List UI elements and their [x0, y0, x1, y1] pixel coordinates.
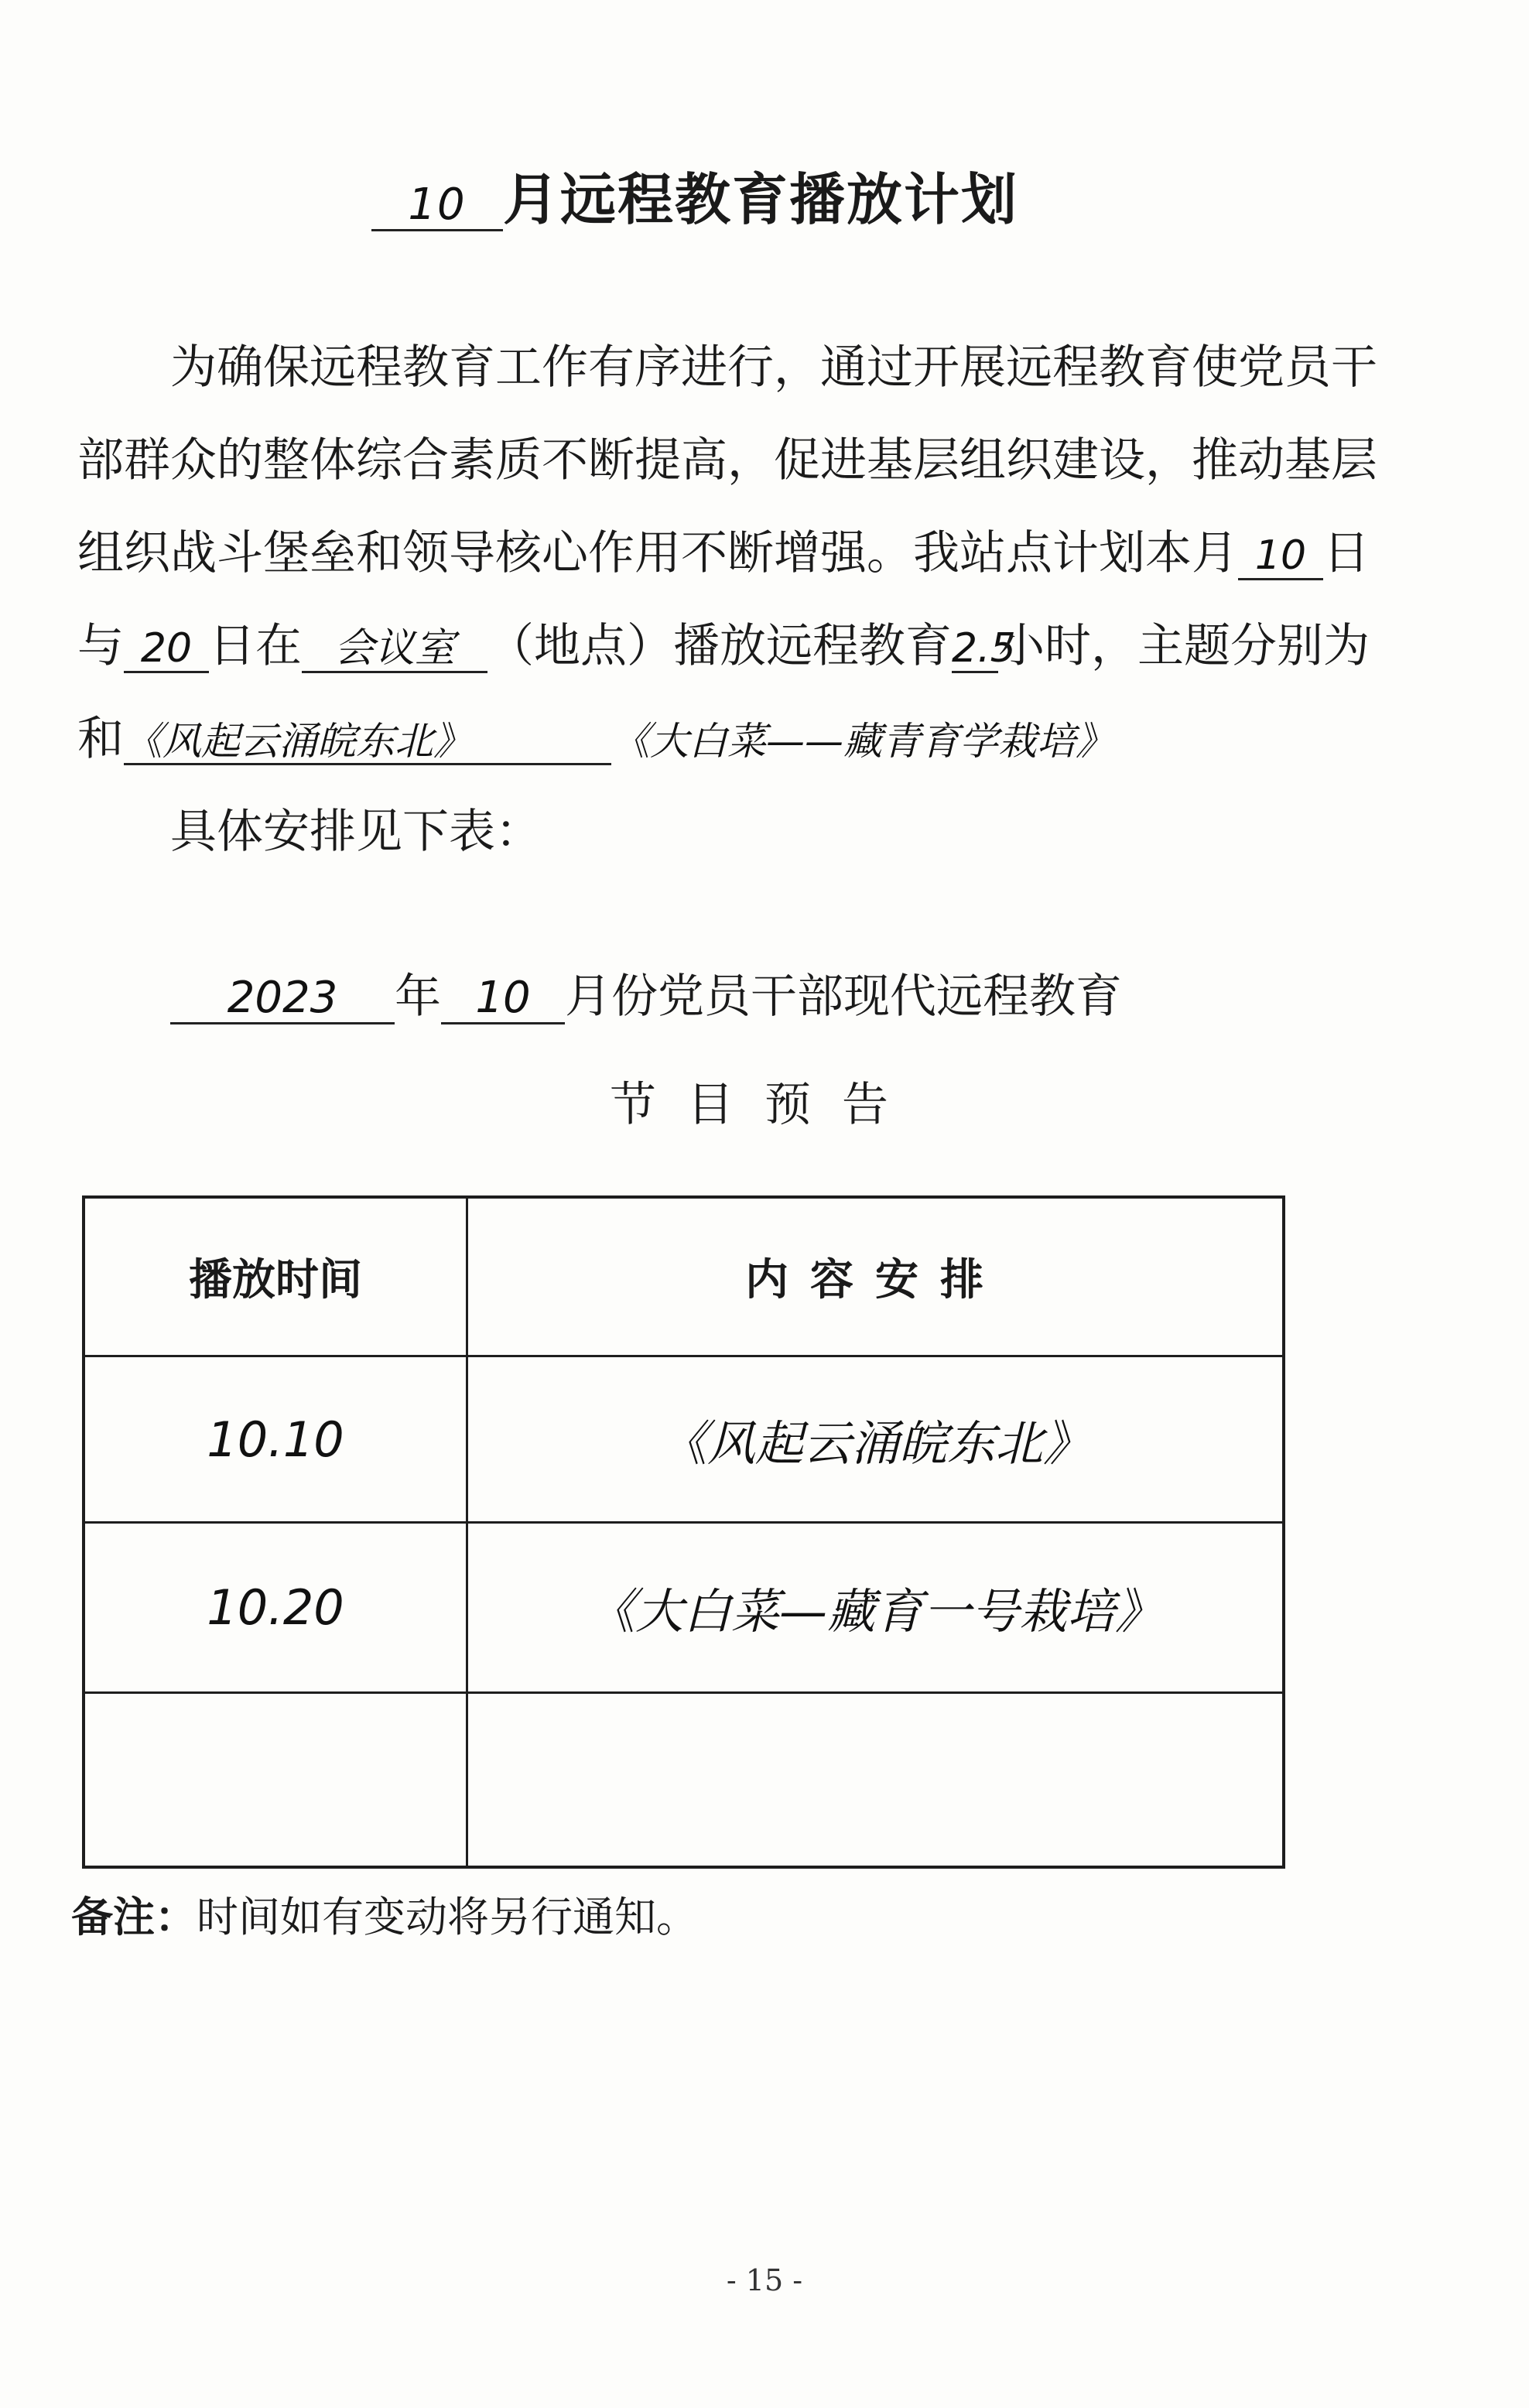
title-text: 月远程教育播放计划 [503, 167, 1019, 232]
year-suffix: 年 [395, 970, 441, 1024]
time-cell [85, 1524, 468, 1691]
content-value: 《风起云涌皖东北》 [658, 1414, 1091, 1472]
paragraph-line-2: 部群众的整体综合素质不断提高，促进基层组织建设，推动基层 [77, 433, 1377, 487]
schedule-table [82, 1195, 1285, 1869]
content-value: 《大白菜—藏育一号栽培》 [587, 1583, 1163, 1640]
footnote [71, 1884, 698, 1944]
fill-month: 10 [441, 974, 565, 1024]
header-cell-content [468, 1199, 1282, 1355]
content-cell [468, 1524, 1282, 1691]
schedule-heading [170, 959, 1300, 1026]
paragraph-line-5 [77, 693, 1331, 785]
table-row [85, 1524, 1282, 1694]
fill-topic-1: 《风起云涌皖东北》 [124, 720, 611, 765]
time-value: 10.20 [207, 1579, 344, 1636]
paragraph-line-6: 具体安排见下表： [170, 805, 542, 859]
paragraph-line-4-mid2: （地点）播放远程教育 [487, 619, 952, 673]
intro-paragraph [77, 321, 1377, 878]
paragraph-line-4-start: 与 [77, 619, 124, 673]
footnote-text: 时间如有变动将另行通知。 [197, 1893, 698, 1941]
fill-day-1: 10 [1238, 534, 1323, 580]
fill-year: 2023 [170, 974, 395, 1024]
table-row [85, 1694, 1282, 1869]
title-month-handwritten: 10 [371, 181, 503, 231]
table-header-row [85, 1199, 1282, 1357]
header-content-label: 内容安排 [745, 1255, 1005, 1305]
fill-day-2: 20 [124, 627, 209, 673]
header-time-label: 播放时间 [189, 1255, 362, 1305]
table-row [85, 1357, 1282, 1524]
content-cell [468, 1694, 1282, 1869]
paragraph-line-3-text: 组织战斗堡垒和领导核心作用不断增强。我站点计划本月 [77, 526, 1238, 580]
paragraph-line-4-end: 小时，主题分别为 [998, 619, 1370, 673]
header-cell-time [85, 1199, 468, 1355]
footnote-label: 备注： [71, 1893, 197, 1941]
paragraph-line-3 [77, 507, 1370, 600]
paragraph-line-4 [77, 600, 1370, 693]
page-title [371, 155, 1018, 235]
content-cell [468, 1357, 1282, 1521]
fill-topic-2: 《大白菜——藏青育学栽培》 [611, 719, 1114, 764]
fill-hours: 2.5 [952, 627, 998, 673]
schedule-heading-text: 月份党员干部现代远程教育 [565, 970, 1122, 1024]
time-cell [85, 1694, 468, 1869]
paragraph-line-1: 为确保远程教育工作有序进行，通过开展远程教育使党员干 [170, 340, 1377, 395]
schedule-heading-line-2: 节目预告 [610, 1078, 919, 1132]
paragraph-line-3-end: 日 [1323, 526, 1370, 580]
paragraph-line-4-mid1: 日在 [209, 619, 302, 673]
paragraph-line-5-start: 和 [77, 712, 124, 766]
time-cell [85, 1357, 468, 1521]
page-number: - 15 - [726, 2263, 803, 2297]
fill-place: 会议室 [302, 627, 487, 673]
time-value: 10.10 [207, 1411, 344, 1468]
